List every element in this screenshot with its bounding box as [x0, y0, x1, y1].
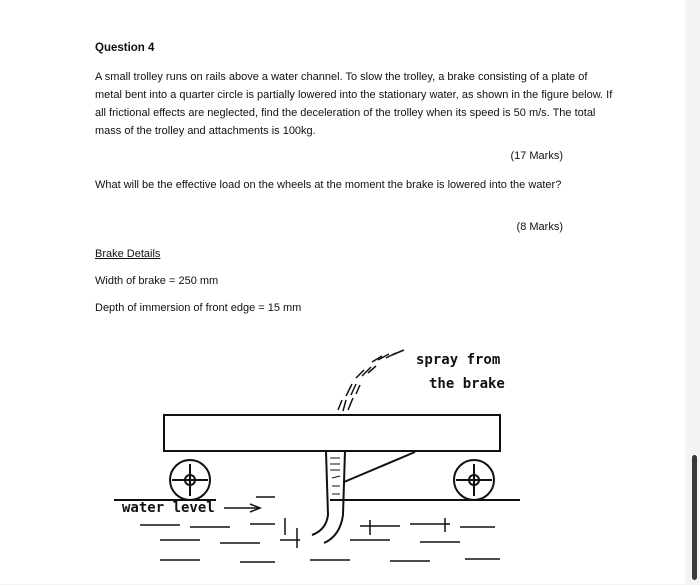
brake-width-line: Width of brake = 250 mm [95, 275, 219, 287]
left-wheel [170, 460, 210, 500]
right-wheel [454, 460, 494, 500]
water-surface [140, 518, 500, 562]
brake-brace [344, 452, 415, 482]
vertical-scrollbar[interactable] [692, 455, 697, 580]
immersion-depth-line: Depth of immersion of front edge = 15 mm [95, 302, 302, 314]
question-heading: Question 4 [95, 42, 155, 54]
question-paragraph: A small trolley runs on rails above a water channel. To slow the trolley, a brake consisting of a plate of metal bent into a quarter circle is partially lowered into the stationary water, as shown in the figure below. If all frictional effects are neglected, find the deceleration of the trolley when its speed is 50 m/s. The total mass of the trolley and attachments is 100kg. [95, 71, 613, 137]
marks-label-2: (8 Marks) [516, 221, 563, 233]
marks-label-1: (17 Marks) [510, 150, 563, 162]
spray-marks [338, 350, 404, 411]
water-level-label: water level [122, 500, 215, 516]
spray-label-line1: spray from [416, 352, 501, 368]
brake-plate [312, 515, 328, 535]
spray-label-line2: the brake [429, 376, 505, 392]
sub-question: What will be the effective load on the wheels at the moment the brake is lowered into the water? [95, 179, 562, 191]
brake-details-title: Brake Details [95, 248, 161, 260]
trolley-figure [100, 340, 530, 585]
trolley-body [164, 415, 500, 451]
brake-strut [326, 451, 328, 515]
